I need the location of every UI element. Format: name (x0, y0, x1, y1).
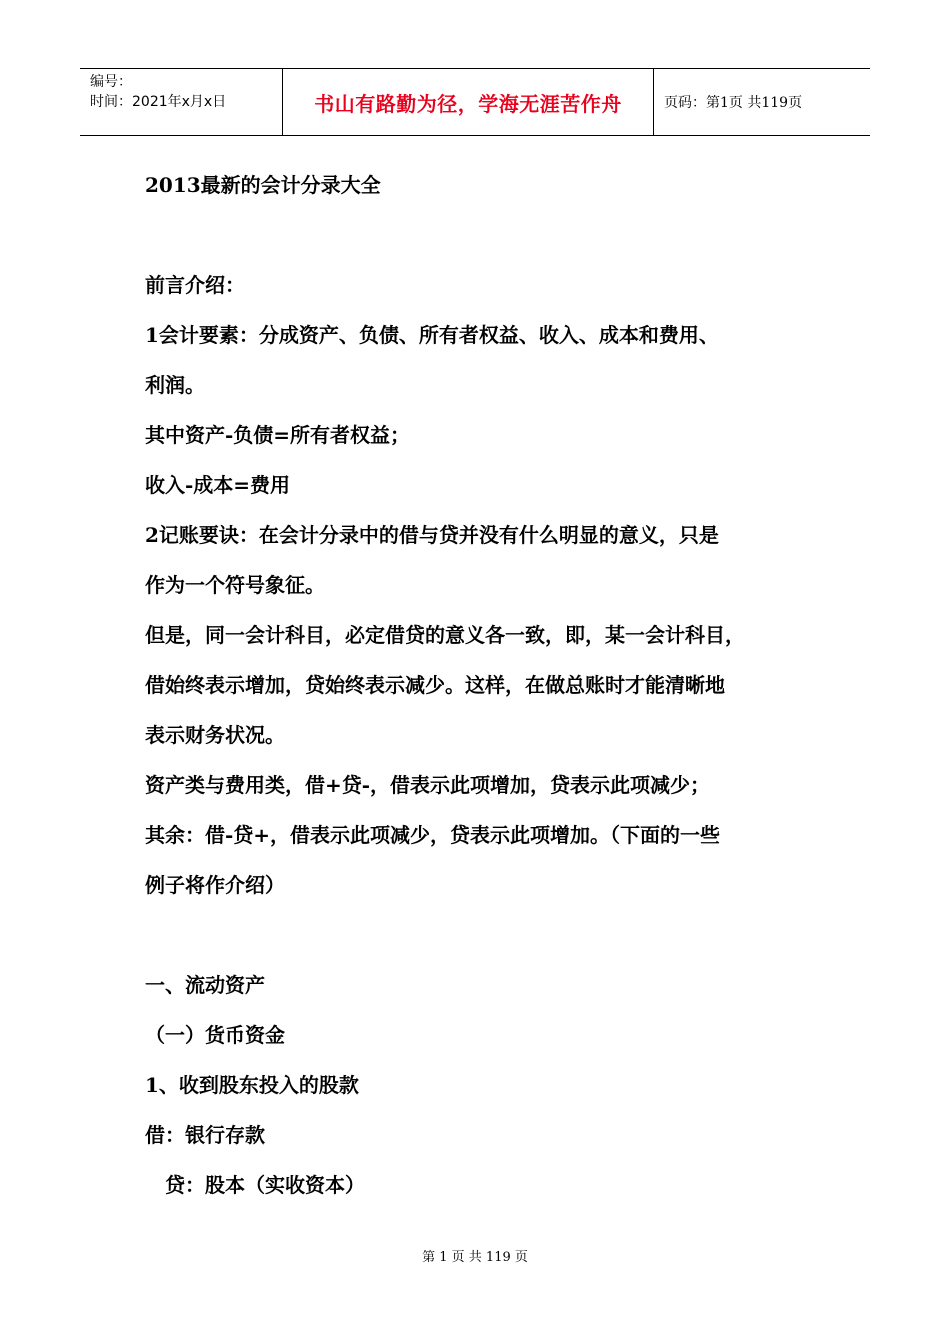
section-heading-preface: 前言介绍： (145, 273, 245, 297)
motto-text: 书山有路勤为径，学海无涯苦作舟 (314, 91, 622, 116)
page-header (80, 68, 870, 136)
document-body (145, 160, 825, 1210)
blank-line (145, 210, 825, 260)
paragraph-line: 2记账要诀：在会计分录中的借与贷并没有什么明显的意义，只是 (145, 523, 719, 547)
section-heading-current-assets: 一、流动资产 (145, 973, 265, 997)
header-meta (80, 69, 282, 135)
paragraph-line: 其中资产-负债=所有者权益； (145, 423, 411, 447)
header-page-info-cell (654, 69, 870, 135)
paragraph-line: 表示财务状况。 (145, 723, 285, 747)
paragraph-line: 资产类与费用类，借+贷-，借表示此项增加，贷表示此项减少； (145, 773, 711, 797)
paragraph-line: 但是，同一会计科目，必定借贷的意义各一致，即，某一会计科目， (145, 623, 745, 647)
paragraph-line: 1会计要素：分成资产、负债、所有者权益、收入、成本和费用、 (145, 323, 719, 347)
serial-number-label: 编号： (90, 74, 132, 90)
entry-heading: 1、收到股东投入的股款 (145, 1073, 359, 1097)
blank-line (145, 910, 825, 960)
paragraph-line: 作为一个符号象征。 (145, 573, 325, 597)
page-footer: 第 1 页 共 119 页 (422, 1250, 528, 1265)
paragraph-line: 例子将作介绍） (145, 873, 285, 897)
page-info-text: 页码：第1页 共119页 (664, 95, 803, 111)
date-label: 时间：2021年x月x日 (90, 94, 227, 110)
paragraph-line: 利润。 (145, 373, 205, 397)
paragraph-line: 其余：借-贷+，借表示此项减少，贷表示此项增加。（下面的一些 (145, 823, 721, 847)
paragraph-line: 借始终表示增加，贷始终表示减少。这样，在做总账时才能清晰地 (145, 673, 725, 697)
credit-entry: 贷：股本（实收资本） (165, 1173, 365, 1197)
subsection-heading-monetary-funds: （一）货币资金 (145, 1023, 285, 1047)
debit-entry: 借：银行存款 (145, 1123, 265, 1147)
paragraph-line: 收入-成本=费用 (145, 473, 291, 497)
header-motto-cell (282, 69, 654, 135)
document-title: 2013最新的会计分录大全 (145, 173, 381, 197)
